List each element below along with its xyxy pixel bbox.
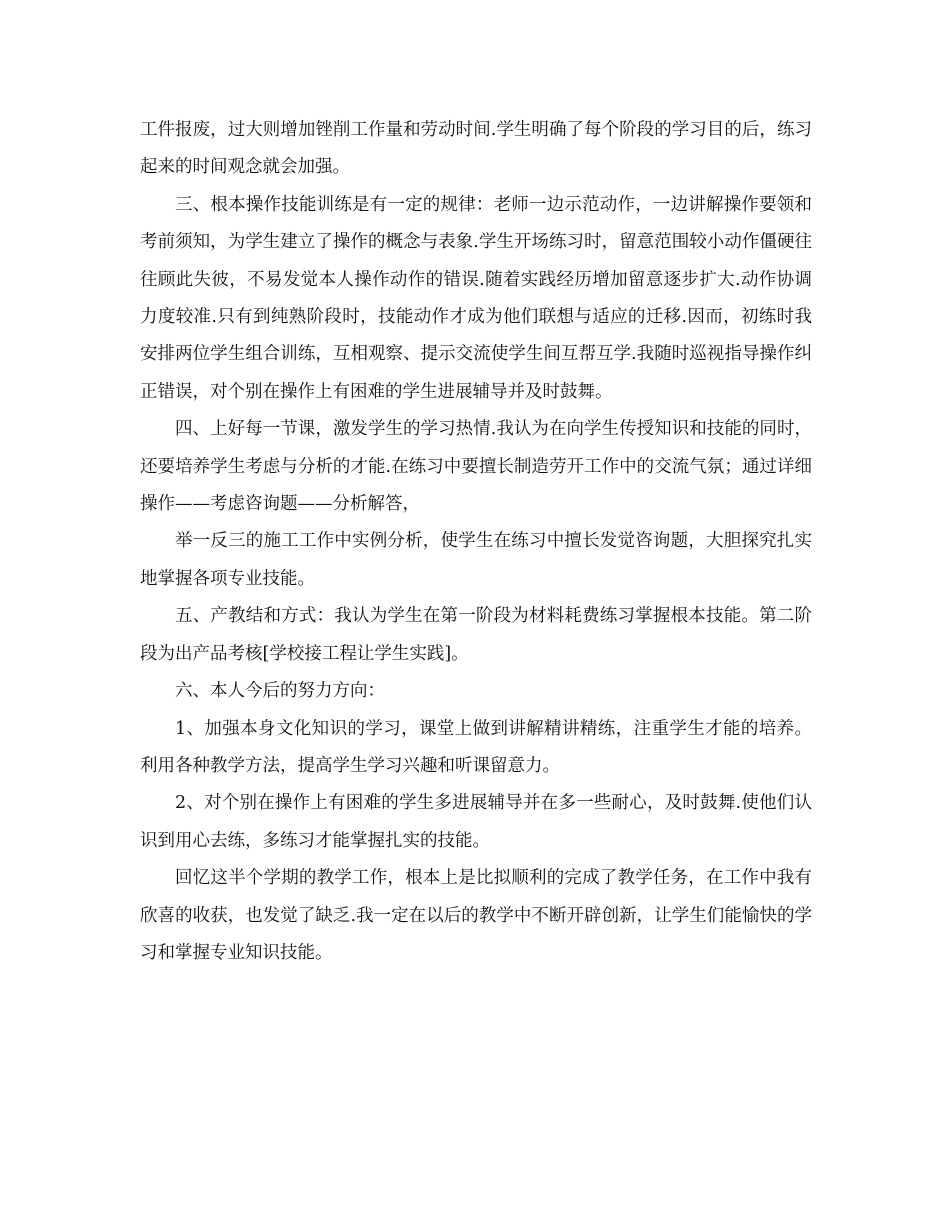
paragraph-5: 五、产教结和方式：我认为学生在第一阶段为材料耗费练习掌握根本技能。第二阶段为出产品考核[学校接工程让学生实践]。 <box>140 606 812 664</box>
paragraph-9: 回忆这半个学期的教学工作，根本上是比拟顺利的完成了教学任务，在工作中我有欣喜的收获，也发觉了缺乏.我一定在以后的教学中不断开辟创新，让学生们能愉快的学习和掌握专业知识技能。 <box>140 868 812 963</box>
paragraph-1: 工件报废，过大则增加锉削工作量和劳动时间.学生明确了每个阶段的学习目的后，练习起来的时间观念就会加强。 <box>140 120 812 178</box>
paragraph-6: 六、本人今后的努力方向： <box>175 681 385 702</box>
document-body <box>140 112 812 972</box>
paragraph-8: 2、对个别在操作上有困难的学生多进展辅导并在多一些耐心，及时鼓舞.使他们认识到用心去练，多练习才能掌握扎实的技能。 <box>140 793 812 851</box>
paragraph-3: 四、上好每一节课，激发学生的学习热情.我认为在向学生传授知识和技能的同时，还要培养学生考虑与分析的才能.在练习中要擅长制造劳开工作中的交流气氛；通过详细操作——考虑咨询题——分析解答， <box>140 419 812 515</box>
paragraph-2: 三、根本操作技能训练是有一定的规律：老师一边示范动作，一边讲解操作要领和考前须知，为学生建立了操作的概念与表象.学生开场练习时，留意范围较小动作僵硬往往顾此失彼，不易发觉本人操作动作的错误.随着实践经历增加留意逐步扩大.动作协调力度较准.只有到纯熟阶段时，技能动作才成为他们联想与适应的迁移.因而，初练时我安排两位学生组合训练，互相观察、提示交流使学生间互帮互学.我随时巡视指导操作纠正错误，对个别在操作上有困难的学生进展辅导并及时鼓舞。 <box>140 194 812 402</box>
paragraph-7: 1、加强本身文化知识的学习，课堂上做到讲解精讲精练，注重学生才能的培养。利用各种教学方法，提高学生学习兴趣和听课留意力。 <box>140 718 812 776</box>
paragraph-4: 举一反三的施工工作中实例分析，使学生在练习中擅长发觉咨询题，大胆探究扎实地掌握各项专业技能。 <box>140 531 812 589</box>
